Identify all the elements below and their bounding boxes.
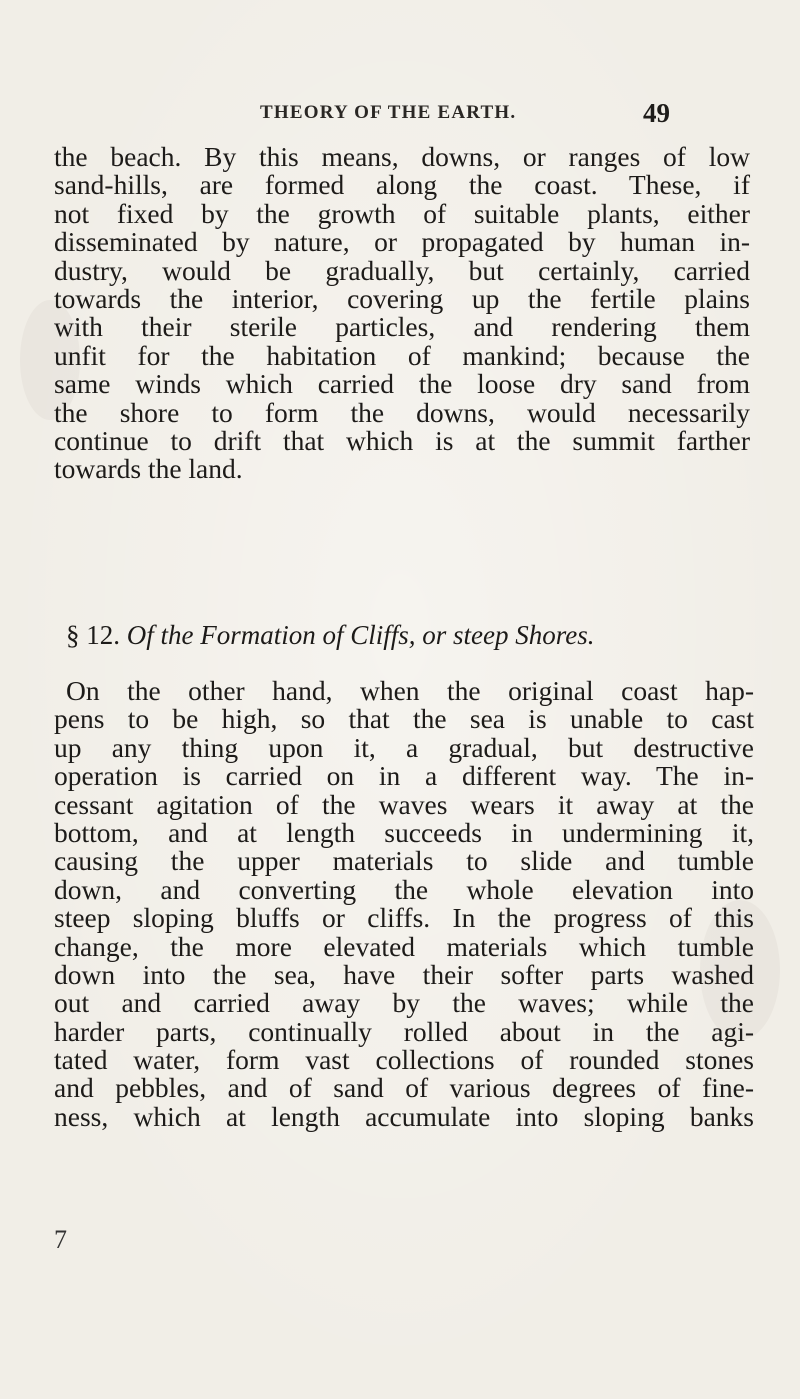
text-line: disseminated by nature, or propagated by human in- — [54, 226, 750, 258]
text-line: ness, which at length accumulate into sloping banks — [54, 1100, 754, 1132]
text-line: On the other hand, when the original coast hap- — [66, 675, 754, 706]
text-line: down, and converting the whole elevation into — [54, 873, 754, 905]
text-line: towards the interior, covering up the fertile plains — [54, 282, 750, 314]
text-line: the shore to form the downs, would necessarily — [54, 396, 750, 428]
text-line: not fixed by the growth of suitable plants, either — [54, 197, 750, 229]
text-line: change, the more elevated materials which tumble — [54, 930, 754, 962]
section-heading — [66, 620, 595, 651]
text-line: bottom, and at length succeeds in undermining it, — [54, 816, 754, 848]
text-line: unfit for the habitation of mankind; because the — [54, 339, 750, 371]
page-number: 49 — [643, 98, 670, 128]
text-line: steep sloping bluffs or cliffs. In the progress of this — [54, 902, 754, 934]
text-line: same winds which carried the loose dry sand from — [54, 368, 750, 400]
text-line: with their sterile particles, and rendering them — [54, 311, 750, 343]
text-line: out and carried away by the waves; while the — [54, 987, 754, 1019]
paragraph-1 — [54, 143, 750, 484]
text-line: pens to be high, so that the sea is unable to cast — [54, 703, 754, 735]
page-header — [260, 98, 670, 128]
paragraph-2 — [54, 677, 754, 1131]
text-line: up any thing upon it, a gradual, but destructive — [54, 731, 754, 763]
section-title: Of the Formation of Cliffs, or steep Shores. — [126, 620, 595, 650]
text-line: down into the sea, have their softer parts washed — [54, 958, 754, 990]
text-line: towards the land. — [54, 453, 243, 485]
text-line: continue to drift that which is at the summit farther — [54, 424, 750, 456]
text-line: causing the upper materials to slide and tumble — [54, 845, 754, 877]
text-line: the beach. By this means, downs, or ranges of low — [54, 141, 750, 172]
text-line: operation is carried on in a different way. The in- — [54, 760, 754, 792]
running-head: THEORY OF THE EARTH. — [260, 102, 517, 123]
text-line: tated water, form vast collections of rounded stones — [54, 1044, 754, 1076]
section-number: § 12. — [66, 620, 120, 650]
text-line: and pebbles, and of sand of various degrees of fine- — [54, 1072, 754, 1104]
signature-mark: 7 — [54, 1225, 67, 1254]
text-line: cessant agitation of the waves wears it away at the — [54, 788, 754, 820]
text-line: dustry, would be gradually, but certainly, carried — [54, 254, 750, 286]
text-line: harder parts, continually rolled about in the agi- — [54, 1015, 754, 1047]
text-line: sand-hills, are formed along the coast. These, if — [54, 169, 750, 201]
